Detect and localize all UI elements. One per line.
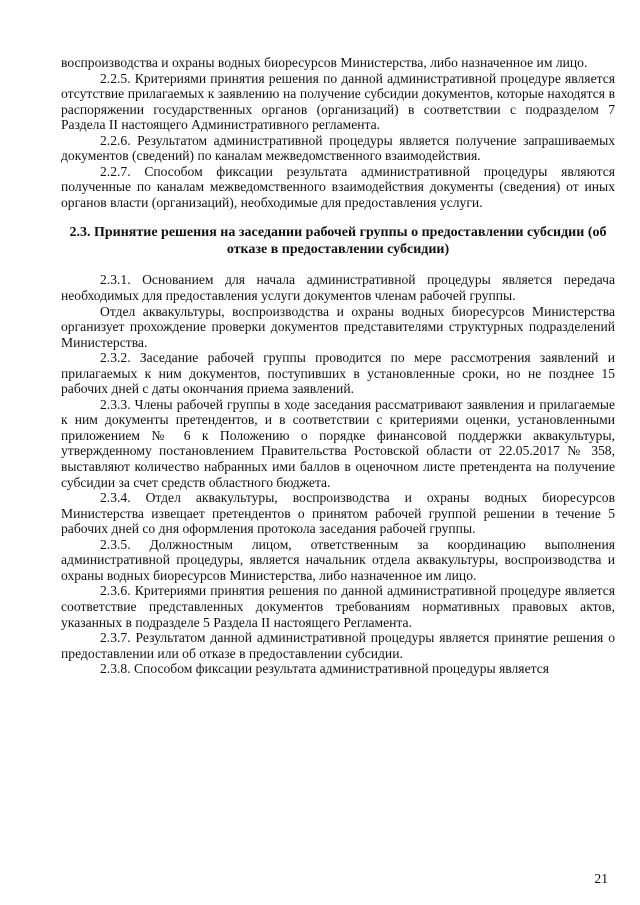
- paragraph-2-2-7: 2.2.7. Способом фиксации результата административной процедуры являются полученные по каналам межведомственного взаимодействия документы (сведения) от иных органов власти (организаций), необходимые для предоставления услуги.: [61, 163, 615, 210]
- paragraph-2-2-5: 2.2.5. Критериями принятия решения по данной административной процедуре является отсутствие прилагаемых к заявлению на получение субсидии документов, которые находятся в распоряжении государственных органов (организаций) в соответствии с подразделом 7 Раздела II настоящего Административного регламента.: [61, 70, 615, 133]
- paragraph-2-3-5: 2.3.5. Должностным лицом, ответственным за координацию выполнения административной процедуры, является начальник отдела аквакультуры, воспроизводства и охраны водных биоресурсов Министерства, либо назначенное им лицо.: [61, 536, 615, 583]
- paragraph-2-3-6: 2.3.6. Критериями принятия решения по данной административной процедуре является соответствие представленных документов требованиям нормативных правовых актов, указанных в подразделе 5 Раздела II настоящего Регламента.: [61, 583, 615, 630]
- paragraph-2-3-4: 2.3.4. Отдел аквакультуры, воспроизводства и охраны водных биоресурсов Министерства извещает претендентов о принятом рабочей группой решении в течение 5 рабочих дней со дня оформления протокола заседания рабочей группы.: [61, 490, 615, 537]
- paragraph-2-3-8: 2.3.8. Способом фиксации результата административной процедуры является: [100, 661, 549, 677]
- paragraph-2-2-4-continuation: воспроизводства и охраны водных биоресурсов Министерства, либо назначенное им лицо.: [61, 55, 588, 70]
- page-number: 21: [594, 871, 608, 886]
- paragraph-2-3-7: 2.3.7. Результатом данной административной процедуры является принятие решения о предоставлении или об отказе в предоставлении субсидии.: [61, 630, 615, 661]
- section-heading-2-3: 2.3. Принятие решения на заседании рабочей группы о предоставлении субсидии (об отказе в предоставлении субсидии): [69, 225, 607, 258]
- paragraph-2-3-1: 2.3.1. Основанием для начала административной процедуры является передача необходимых для предоставления услуги документов членам рабочей группы.: [61, 272, 615, 304]
- document-page: [61, 55, 615, 677]
- paragraph-2-3-2: 2.3.2. Заседание рабочей группы проводится по мере рассмотрения заявлений и прилагаемых к ним документов, поступивших в установленные сроки, но не позднее 15 рабочих дней с даты окончания приема заявлений.: [61, 350, 615, 397]
- paragraph-2-2-6: 2.2.6. Результатом административной процедуры является получение запрашиваемых документов (сведений) по каналам межведомственного взаимодействия.: [61, 132, 615, 164]
- paragraph-aquaculture-department: Отдел аквакультуры, воспроизводства и охраны водных биоресурсов Министерства организует прохождение проверки документов представителями структурных подразделений Министерства.: [61, 303, 615, 350]
- paragraph-2-3-3: 2.3.3. Члены рабочей группы в ходе заседания рассматривают заявления и прилагаемые к ним документы претендентов, и в соответствии с критериями оценки, установленными приложением № 6 к Положению о порядке финансовой поддержки аквакультуры, утвержденному постановлением Правительства Ростовской области от 22.05.2017 № 358, выставляют количество набранных ими баллов в оценочном листе претендента на получение субсидии за счет средств областного бюджета.: [61, 396, 615, 490]
